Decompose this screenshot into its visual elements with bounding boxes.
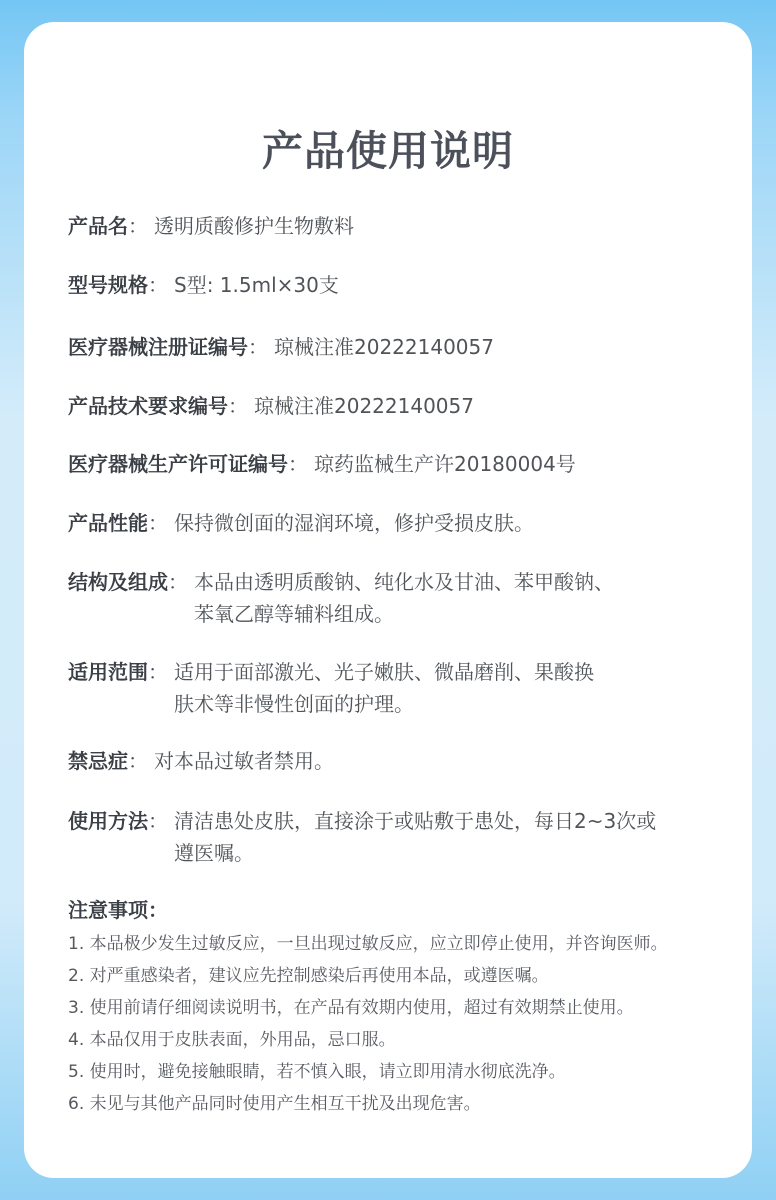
instructions-card (24, 22, 752, 1178)
field-value: 琼械注准20222140057 (274, 335, 494, 359)
field-value: 琼械注准20222140057 (254, 394, 474, 418)
field-tech-requirement-number (68, 390, 474, 422)
field-value: S型: 1.5ml×30支 (174, 273, 339, 297)
note-item: 4. 本品仅用于皮肤表面，外用品，忌口服。 (68, 1030, 396, 1050)
field-separator: ： (148, 660, 168, 684)
field-value (174, 805, 656, 869)
field-label: 医疗器械注册证编号 (68, 335, 248, 359)
field-value: 透明质酸修护生物敷料 (154, 214, 354, 238)
field-value (194, 566, 614, 630)
field-scope (68, 656, 594, 720)
field-label: 产品名 (68, 214, 128, 238)
field-value: 保持微创面的湿润环境，修护受损皮肤。 (174, 511, 534, 535)
note-item: 3. 使用前请仔细阅读说明书，在产品有效期内使用，超过有效期禁止使用。 (68, 998, 634, 1018)
field-usage (68, 805, 656, 869)
field-value: 对本品过敏者禁用。 (154, 749, 334, 773)
field-separator: ： (128, 214, 148, 238)
field-production-license (68, 448, 576, 480)
field-separator: ： (288, 452, 308, 476)
field-value (174, 656, 594, 720)
field-value-line: 苯氧乙醇等辅料组成。 (194, 602, 394, 626)
note-item: 2. 对严重感染者，建议应先控制感染后再使用本品，或遵医嘱。 (68, 966, 549, 986)
field-performance (68, 507, 534, 539)
field-value: 琼药监械生产许20180004号 (314, 452, 576, 476)
field-label: 产品技术要求编号 (68, 394, 228, 418)
field-product-name (68, 210, 354, 242)
field-label: 医疗器械生产许可证编号 (68, 452, 288, 476)
field-contraindications (68, 745, 334, 777)
field-value-line: 本品由透明质酸钠、纯化水及甘油、苯甲酸钠、 (194, 570, 614, 594)
field-label: 适用范围 (68, 660, 148, 684)
field-separator: ： (148, 511, 168, 535)
field-model-spec (68, 269, 339, 301)
note-item: 5. 使用时，避免接触眼睛，若不慎入眼，请立即用清水彻底洗净。 (68, 1062, 566, 1082)
field-separator: ： (168, 570, 188, 594)
field-value-line: 遵医嘱。 (174, 841, 254, 865)
field-value-line: 清洁患处皮肤，直接涂于或贴敷于患处，每日2~3次或 (174, 809, 657, 833)
field-separator: ： (228, 394, 248, 418)
field-separator: ： (148, 273, 168, 297)
field-separator: ： (148, 809, 168, 833)
note-item: 1. 本品极少发生过敏反应，一旦出现过敏反应，应立即停止使用，并咨询医师。 (68, 934, 668, 954)
field-separator: ： (128, 749, 148, 773)
field-label: 禁忌症 (68, 749, 128, 773)
field-separator: ： (248, 335, 268, 359)
field-label: 使用方法 (68, 809, 148, 833)
field-value-line: 肤术等非慢性创面的护理。 (174, 692, 414, 716)
field-label: 型号规格 (68, 273, 148, 297)
field-composition (68, 566, 614, 630)
field-registration-number (68, 331, 494, 363)
field-label: 结构及组成 (68, 570, 168, 594)
note-item: 6. 未见与其他产品同时使用产生相互干扰及出现危害。 (68, 1094, 481, 1114)
notes-title: 注意事项： (68, 898, 168, 922)
field-label: 产品性能 (68, 511, 148, 535)
page-title: 产品使用说明 (262, 127, 514, 175)
field-value-line: 适用于面部激光、光子嫩肤、微晶磨削、果酸换 (174, 660, 594, 684)
